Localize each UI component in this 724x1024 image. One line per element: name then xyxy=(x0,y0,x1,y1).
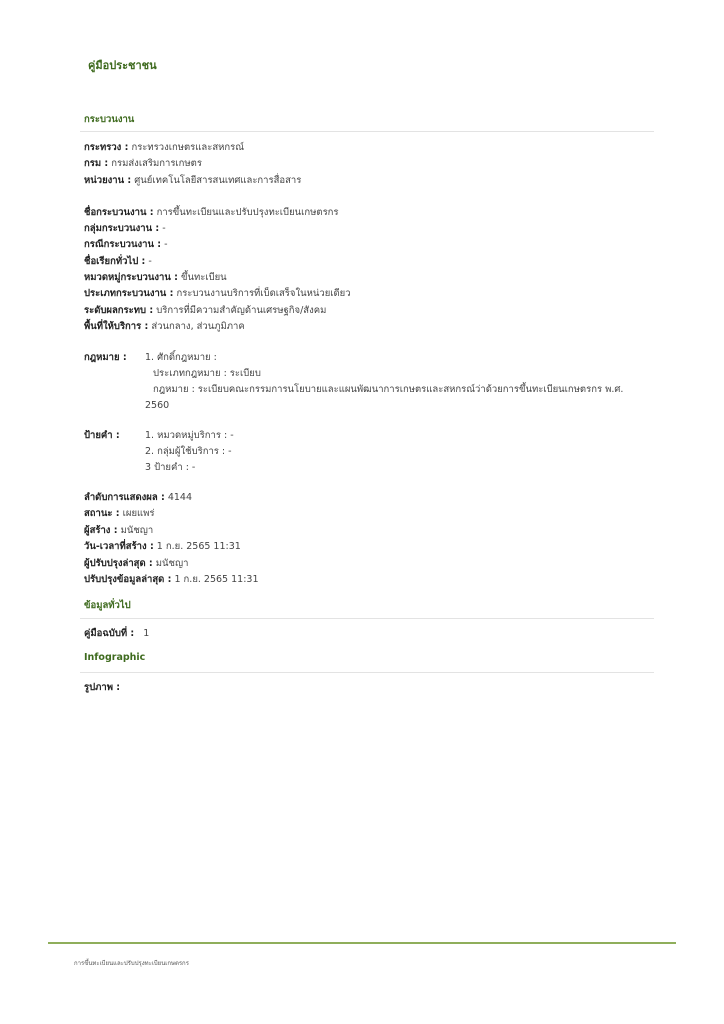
field-label: หน่วยงาน : xyxy=(84,175,132,186)
field-label: พื้นที่ให้บริการ : xyxy=(84,321,149,332)
field-category xyxy=(84,272,227,284)
field-value: การขึ้นทะเบียนและปรับปรุงทะเบียนเกษตรกร xyxy=(156,207,339,218)
field-label: กรณีกระบวนงาน : xyxy=(84,239,162,250)
field-label: ป้ายคำ : xyxy=(84,430,120,441)
field-value: ส่วนกลาง, ส่วนภูมิภาค xyxy=(151,321,245,332)
field-label: ปรับปรุงข้อมูลล่าสุด : xyxy=(84,574,172,585)
section-header-process: กระบวนงาน xyxy=(84,114,135,125)
page-title: คู่มือประชาชน xyxy=(88,59,157,72)
section-divider xyxy=(80,618,654,619)
law-list xyxy=(145,350,655,414)
section-divider xyxy=(80,672,654,673)
field-value: 1 xyxy=(143,628,150,639)
field-label: ประเภทกระบวนงาน : xyxy=(84,288,174,299)
field-process-type xyxy=(84,288,351,300)
section-header-infographic: Infographic xyxy=(84,652,146,663)
tag-list xyxy=(145,428,655,476)
field-process-group xyxy=(84,223,166,235)
field-value: มนัชญา xyxy=(155,558,189,569)
field-label: ชื่อเรียกทั่วไป : xyxy=(84,256,146,267)
law-item: 1. ศักดิ์กฎหมาย : xyxy=(145,352,217,363)
field-label: กฎหมาย : xyxy=(84,352,127,363)
field-common-name xyxy=(84,256,152,268)
field-impact xyxy=(84,305,326,317)
field-updater xyxy=(84,558,188,570)
field-label: ผู้สร้าง : xyxy=(84,525,118,536)
field-value: 1 ก.ย. 2565 11:31 xyxy=(174,574,259,585)
field-label: วัน-เวลาที่สร้าง : xyxy=(84,541,154,552)
field-value: กรมส่งเสริมการเกษตร xyxy=(111,158,202,169)
field-image xyxy=(84,682,120,694)
field-value: บริการที่มีความสำคัญด้านเศรษฐกิจ/สังคม xyxy=(156,305,327,316)
field-creator xyxy=(84,525,153,537)
field-status xyxy=(84,508,155,520)
field-value: 4144 xyxy=(167,492,192,503)
field-process-case xyxy=(84,239,168,251)
field-value: ขึ้นทะเบียน xyxy=(180,272,227,283)
field-department xyxy=(84,158,202,170)
footer-divider xyxy=(48,942,676,944)
field-label: กลุ่มกระบวนงาน : xyxy=(84,223,160,234)
tag-item: 3 ป้ายคำ : - xyxy=(145,462,196,473)
field-label: รูปภาพ : xyxy=(84,682,121,693)
field-label: กรม : xyxy=(84,158,109,169)
field-label: ระดับผลกระทบ : xyxy=(84,305,154,316)
field-ministry xyxy=(84,142,244,154)
field-label: ลำดับการแสดงผล : xyxy=(84,492,165,503)
field-label: ชื่อกระบวนงาน : xyxy=(84,207,154,218)
field-value: - xyxy=(164,239,168,250)
field-service-area xyxy=(84,321,245,333)
law-type: ประเภทกฎหมาย : ระเบียบ xyxy=(153,368,261,379)
field-value: 1 ก.ย. 2565 11:31 xyxy=(156,541,241,552)
field-value: - xyxy=(162,223,166,234)
footer-text: การขึ้นทะเบียนและปรับปรุงทะเบียนเกษตรกร xyxy=(74,960,189,967)
field-value: กระบวนงานบริการที่เบ็ดเสร็จในหน่วยเดียว xyxy=(176,288,351,299)
law-name: กฎหมาย : ระเบียบคณะกรรมการนโยบายและแผนพัฒนาการเกษตรและสหกรณ์ว่าด้วยการขึ้นทะเบียนเกษตรกร พ.ศ. xyxy=(153,384,624,395)
section-header-general: ข้อมูลทั่วไป xyxy=(84,600,131,611)
section-divider xyxy=(80,131,654,132)
field-updated-at xyxy=(84,574,259,586)
field-label: ผู้ปรับปรุงล่าสุด : xyxy=(84,558,153,569)
field-created-at xyxy=(84,541,241,553)
field-label: กระทรวง : xyxy=(84,142,129,153)
field-display-order xyxy=(84,492,192,504)
field-unit xyxy=(84,175,301,187)
field-value: มนัชญา xyxy=(120,525,154,536)
law-year: 2560 xyxy=(145,400,170,411)
field-label: สถานะ : xyxy=(84,508,120,519)
field-label: หมวดหมู่กระบวนงาน : xyxy=(84,272,178,283)
field-value: ศูนย์เทคโนโลยีสารสนเทศและการสื่อสาร xyxy=(134,175,302,186)
field-process-name xyxy=(84,207,339,219)
field-value: เผยแพร่ xyxy=(122,508,155,519)
tag-item: 1. หมวดหมู่บริการ : - xyxy=(145,430,234,441)
tag-item: 2. กลุ่มผู้ใช้บริการ : - xyxy=(145,446,232,457)
field-value: กระทรวงเกษตรและสหกรณ์ xyxy=(131,142,245,153)
field-manual-number xyxy=(84,628,149,640)
field-value: - xyxy=(148,256,152,267)
field-label: คู่มือฉบับที่ : xyxy=(84,628,135,639)
